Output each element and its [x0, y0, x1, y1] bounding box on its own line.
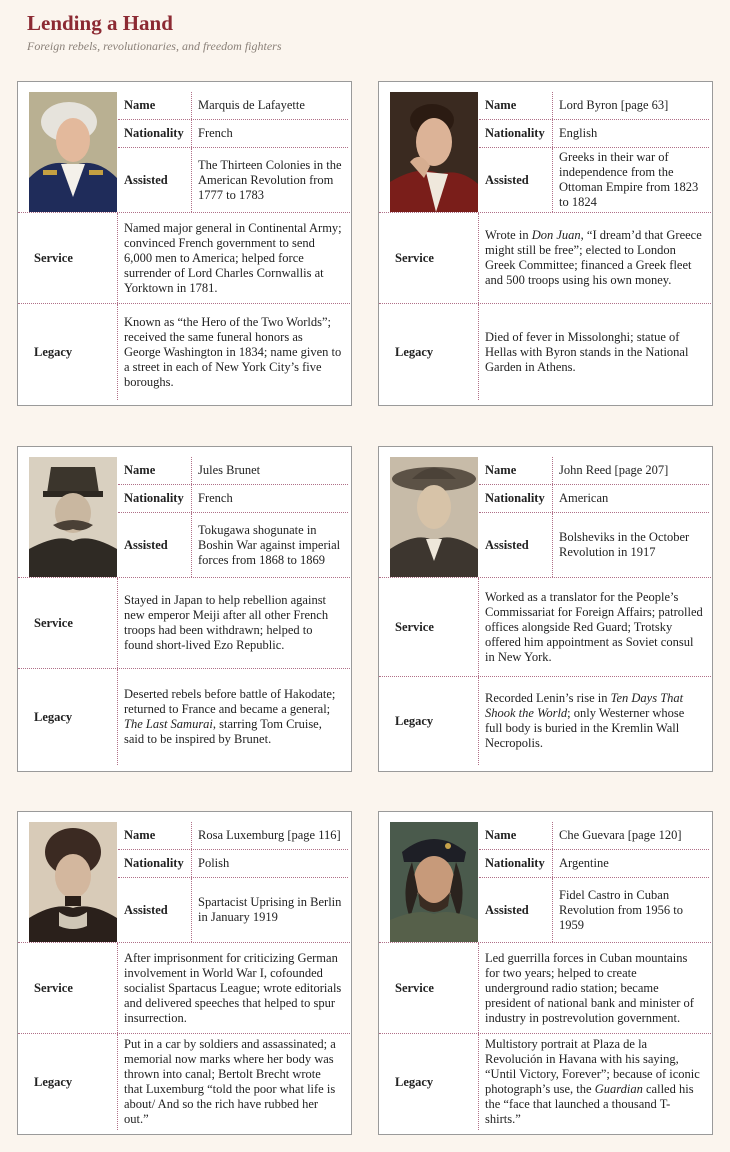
name-label: Name	[118, 822, 192, 849]
name-label: Name	[118, 457, 192, 484]
portrait-guevara	[390, 822, 478, 942]
card-brunet	[17, 446, 352, 772]
assisted-value: The Thirteen Colonies in the American Revolution from 1777 to 1783	[198, 157, 342, 202]
name-value: Lord Byron [page 63]	[559, 98, 669, 112]
legacy-label: Legacy	[379, 1034, 479, 1130]
assisted-label: Assisted	[118, 878, 192, 942]
service-value: Stayed in Japan to help rebellion against new emperor Meiji after all other French troops had been withdrawn; helped to found short-lived Ezo Republic.	[124, 593, 329, 652]
portrait-reed	[390, 457, 478, 577]
name-value: Che Guevara [page 120]	[559, 828, 682, 842]
assisted-label: Assisted	[118, 148, 192, 212]
service-value: After imprisonment for criticizing German involvement in World War I, cofounded socialist Spartacus League; wrote editorials and delivered speeches that helped to spur insurrection.	[124, 950, 342, 1025]
assisted-value: Spartacist Uprising in Berlin in January 1919	[198, 895, 342, 924]
service-value: Named major general in Continental Army; convinced French government to send 6,000 men to America; helped force surrender of Lord Charles Cornwallis at Yorktown in 1781.	[124, 220, 342, 295]
service-label: Service	[379, 213, 479, 303]
service-label: Service	[379, 943, 479, 1033]
legacy-label: Legacy	[18, 304, 118, 400]
legacy-value: Put in a car by soldiers and assassinated; a memorial now marks where her body was thrown into canal; Bertolt Brecht wrote that Luxemburg “told the poor what life is about/ And so the rich have rubbed her out.”	[124, 1037, 336, 1126]
legacy-value: Multistory portrait at Plaza de la Revolución in Havana with his saying, “Until Victory, Forever”; because of iconic photograph’s use, the Guardian called his the “face that launched a thousand T-shirts.”	[485, 1037, 700, 1126]
portrait-byron	[390, 92, 478, 212]
service-label: Service	[18, 213, 118, 303]
nationality-value: Argentine	[559, 856, 609, 870]
assisted-value: Tokugawa shogunate in Boshin War against imperial forces from 1868 to 1869	[198, 522, 341, 567]
card-luxemburg	[17, 811, 352, 1135]
legacy-value: Died of fever in Missolonghi; statue of Hellas with Byron stands in the National Garden in Athens.	[485, 329, 689, 374]
assisted-label: Assisted	[479, 513, 553, 577]
portrait-lafayette	[29, 92, 117, 212]
legacy-value: Recorded Lenin’s rise in Ten Days That Shook the World; only Westerner whose full body is buried in the Kremlin Wall Necropolis.	[485, 691, 685, 750]
portrait-brunet	[29, 457, 117, 577]
service-value: Wrote in Don Juan, “I dream’d that Greece might still be free”; elected to London Greek Committee; financed a Greek fleet and 500 troops using his own money.	[485, 228, 702, 287]
nationality-label: Nationality	[118, 485, 192, 512]
card-guevara	[378, 811, 713, 1135]
nationality-label: Nationality	[479, 485, 553, 512]
assisted-label: Assisted	[118, 513, 192, 577]
name-value: Jules Brunet	[198, 463, 261, 477]
legacy-value: Deserted rebels before battle of Hakodate; returned to France and became a general; The Last Samurai, starring Tom Cruise, said to be inspired by Brunet.	[124, 687, 336, 746]
nationality-label: Nationality	[118, 120, 192, 147]
nationality-value: American	[559, 491, 609, 505]
nationality-label: Nationality	[118, 850, 192, 877]
assisted-label: Assisted	[479, 148, 553, 212]
card-reed	[378, 446, 713, 772]
nationality-value: Polish	[198, 856, 230, 870]
nationality-value: French	[198, 126, 233, 140]
name-label: Name	[479, 457, 553, 484]
name-value: John Reed [page 207]	[559, 463, 669, 477]
legacy-label: Legacy	[379, 677, 479, 765]
assisted-value: Greeks in their war of independence from the Ottoman Empire from 1823 to 1824	[559, 150, 699, 209]
portrait-luxemburg	[29, 822, 117, 942]
service-label: Service	[379, 578, 479, 676]
nationality-value: French	[198, 491, 233, 505]
name-label: Name	[118, 92, 192, 119]
name-value: Marquis de Lafayette	[198, 98, 305, 112]
service-label: Service	[18, 578, 118, 668]
nationality-value: English	[559, 126, 598, 140]
card-byron	[378, 81, 713, 406]
assisted-value: Fidel Castro in Cuban Revolution from 1956 to 1959	[559, 887, 683, 932]
name-label: Name	[479, 822, 553, 849]
legacy-label: Legacy	[379, 304, 479, 400]
assisted-label: Assisted	[479, 878, 553, 942]
nationality-label: Nationality	[479, 120, 553, 147]
name-value: Rosa Luxemburg [page 116]	[198, 828, 341, 842]
assisted-value: Bolsheviks in the October Revolution in 1917	[559, 530, 690, 559]
service-label: Service	[18, 943, 118, 1033]
legacy-value: Known as “the Hero of the Two Worlds”; received the same funeral honors as George Washington in 1834; name given to a street in each of New York City’s five boroughs.	[124, 314, 342, 389]
nationality-label: Nationality	[479, 850, 553, 877]
service-value: Worked as a translator for the People’s Commissariat for Foreign Affairs; patrolled offices alongside Red Guard; Trotsky offered him appointment as Soviet consul in New York.	[485, 589, 703, 664]
legacy-label: Legacy	[18, 669, 118, 765]
name-label: Name	[479, 92, 553, 119]
legacy-label: Legacy	[18, 1034, 118, 1130]
page-subtitle: Foreign rebels, revolutionaries, and freedom fighters	[27, 39, 282, 53]
service-value: Led guerrilla forces in Cuban mountains for two years; helped to create underground radio station; became president of national bank and minister of industry in postrevolution government.	[485, 950, 694, 1025]
page-title: Lending a Hand	[27, 11, 173, 35]
card-lafayette	[17, 81, 352, 406]
